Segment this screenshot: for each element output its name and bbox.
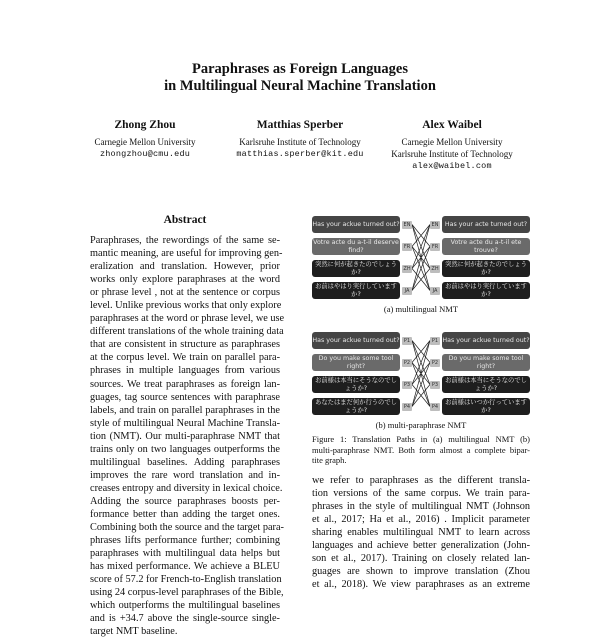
- abstract-line: labels, and train on parallel paraphrases in the: [90, 404, 280, 416]
- author-name: Zhong Zhou: [114, 119, 176, 131]
- panel-b-caption: (b) multi-paraphrase NMT: [375, 420, 467, 430]
- title-line-2: in Multilingual Neural Machine Translation: [164, 78, 436, 94]
- source-tag: P4: [403, 403, 411, 410]
- target-sentence-box: 突然に何が起きたのでしょうか?: [442, 260, 530, 277]
- abstract-line: guages, tag source sentences with paraphrase: [90, 391, 280, 403]
- author-name: Matthias Sperber: [256, 119, 344, 131]
- target-tag: P3: [431, 381, 439, 388]
- body-text-right: [312, 474, 530, 591]
- abstract-line: which outperforms the multilingual baselines: [90, 600, 280, 612]
- abstract-line: has mixed performance. We achieve a BLEU: [90, 561, 280, 573]
- abstract-line: works only explore paraphrases at the word: [90, 274, 280, 286]
- target-tag: P1: [431, 337, 439, 344]
- figure-panel-b: [312, 330, 530, 416]
- source-tag: JA: [402, 287, 412, 295]
- abstract-line: score of 57.2 for French-to-English translation: [90, 574, 282, 586]
- author-affiliation: Karlsruhe Institute of Technology: [391, 149, 513, 159]
- target-sentence-box: Has your ackue turned out?: [442, 332, 530, 349]
- body-line: et al., 2017; Ha et al., 2016) . Implicit parameter: [312, 514, 530, 526]
- caption-line: multi-paraphrase NMT. Both form almost a complete bipar-: [312, 444, 530, 455]
- author-email: alex@waibel.com: [412, 161, 492, 171]
- figure-caption: [312, 434, 530, 466]
- target-tag: JA: [430, 287, 440, 295]
- target-sentence-box: Votre acte du a-t-il ete trouve?: [442, 238, 530, 255]
- abstract-line: phrases in multiple languages from various: [90, 365, 280, 377]
- abstract-line: target NMT baseline.: [90, 626, 178, 638]
- abstract-line: tion (NMT). Our multi-paraphrase NMT that: [90, 430, 280, 442]
- author-block-3: [357, 118, 547, 172]
- abstract-line: creases entropy and diversity in lexical choice.: [90, 482, 283, 494]
- source-sentence-box: Votre acte du a-t-il deserve find?: [313, 238, 399, 254]
- caption-line: Figure 1: Translation Paths in (a) multilingual NMT (b): [312, 434, 530, 444]
- source-sentence-box: 突然に何が起きたのでしょうか?: [312, 260, 400, 277]
- abstract-line: multilingual baselines. Adding paraphrases: [90, 456, 280, 468]
- abstract-line: phrases lifts performance further; combining: [90, 535, 280, 547]
- source-tag: ZH: [403, 265, 411, 272]
- abstract-line: at the corpus level. We train on parallel para-: [90, 352, 280, 364]
- target-tag: P4: [431, 403, 439, 410]
- abstract-line: paraphrases with multilingual data helps but: [90, 548, 280, 560]
- author-email: zhongzhou@cmu.edu: [99, 149, 191, 159]
- source-sentence-box: Do you make some tool right?: [312, 354, 400, 371]
- figure-panel-a: [312, 214, 530, 300]
- target-sentence-box: Do you make some tool right?: [442, 354, 530, 371]
- body-line: guages are shown to improve translation (Zhou: [312, 566, 530, 578]
- author-email: matthias.sperber@kit.edu: [236, 149, 364, 159]
- body-line: tion versions of the same corpus. We train para-: [312, 488, 530, 500]
- target-sentence-box: Has your acte turned out?: [442, 216, 530, 233]
- abstract-line: that are consistent in structure as paraphrases: [90, 339, 280, 351]
- source-sentence-box: お前様は本当にそうなのでしょうか?: [312, 376, 400, 393]
- abstract-line: level. Unlike previous works that only explore: [90, 300, 282, 312]
- source-tag: EN: [403, 221, 411, 228]
- abstract-line: or phrase level , not at the sentence or corpus: [90, 287, 280, 299]
- abstract-line: improves the rare word translation and in-: [90, 469, 280, 481]
- abstract-line: using 24 corpus-level paraphrases of the Bible,: [90, 587, 284, 599]
- body-line: phrases in the style of multilingual NMT (Johnson: [312, 501, 530, 513]
- abstract-body: [90, 234, 285, 638]
- target-sentence-box: お前はやはり実行していますか?: [442, 282, 530, 299]
- target-tag: FR: [431, 243, 439, 250]
- source-tag: P2: [403, 359, 411, 366]
- abstract-line: eralization and translation. However, prior: [90, 261, 280, 273]
- source-sentence-box: Has your ackue turned out?: [312, 332, 400, 349]
- abstract-line: Paraphrases, the rewordings of the same se-: [90, 235, 280, 246]
- abstract-line: and is +34.7 above the single-source single-: [90, 613, 280, 625]
- body-line: son et al., 2017). Training on closely related lan-: [312, 553, 530, 565]
- abstract-line: style of multilingual Neural Machine Transla-: [90, 417, 280, 429]
- body-line: et al., 2018). We view paraphrases as an extreme: [312, 579, 530, 591]
- source-sentence-box: Has your ackue turned out?: [312, 216, 400, 233]
- abstract-line: formance better than adding the target ones.: [90, 508, 280, 520]
- abstract-line: paraphrases at the word or phrase level, we use: [90, 313, 285, 325]
- target-sentence-box: お前様はいつか行っていますか?: [442, 398, 530, 415]
- source-sentence-box: あなたはまだ何か行うのでしょうか?: [312, 398, 400, 415]
- caption-line: tite graph.: [312, 455, 347, 465]
- paper-title: [0, 61, 600, 95]
- abstract-line: Adding the source paraphrases boosts per-: [90, 495, 280, 507]
- source-sentence-box: お前はやはり実行していますか?: [312, 282, 400, 299]
- source-tag: P3: [403, 381, 411, 388]
- body-line: languages and achieve better generalization (John-: [312, 540, 530, 552]
- author-affiliation: Carnegie Mellon University: [401, 137, 503, 147]
- title-line-1: Paraphrases as Foreign Languages: [191, 61, 409, 77]
- author-affiliation: Carnegie Mellon University: [94, 137, 196, 147]
- author-name: Alex Waibel: [422, 119, 482, 131]
- abstract-line: Combining both the source and the target para-: [90, 522, 284, 534]
- source-tag: FR: [403, 243, 411, 250]
- abstract-line: trains only on two languages outperforms the: [90, 443, 280, 455]
- target-sentence-box: お前様は本当にそうなのでしょうか?: [442, 376, 530, 393]
- target-tag: EN: [431, 221, 439, 228]
- abstract-line: mantic meaning, are useful for improving gen-: [90, 248, 283, 260]
- source-tag: P1: [403, 337, 411, 344]
- abstract-line: different translations of the whole training data: [90, 326, 284, 338]
- abstract-line: sources. We treat paraphrases as foreign lan-: [90, 378, 280, 390]
- target-tag: P2: [431, 359, 439, 366]
- abstract-heading: Abstract: [163, 214, 207, 226]
- author-affiliation: Karlsruhe Institute of Technology: [239, 137, 361, 147]
- panel-a-caption: (a) multilingual NMT: [383, 304, 459, 314]
- body-line: we refer to paraphrases as the different transla-: [312, 475, 530, 486]
- target-tag: ZH: [431, 265, 439, 272]
- body-line: sharing enables multilingual NMT to learn across: [312, 527, 530, 539]
